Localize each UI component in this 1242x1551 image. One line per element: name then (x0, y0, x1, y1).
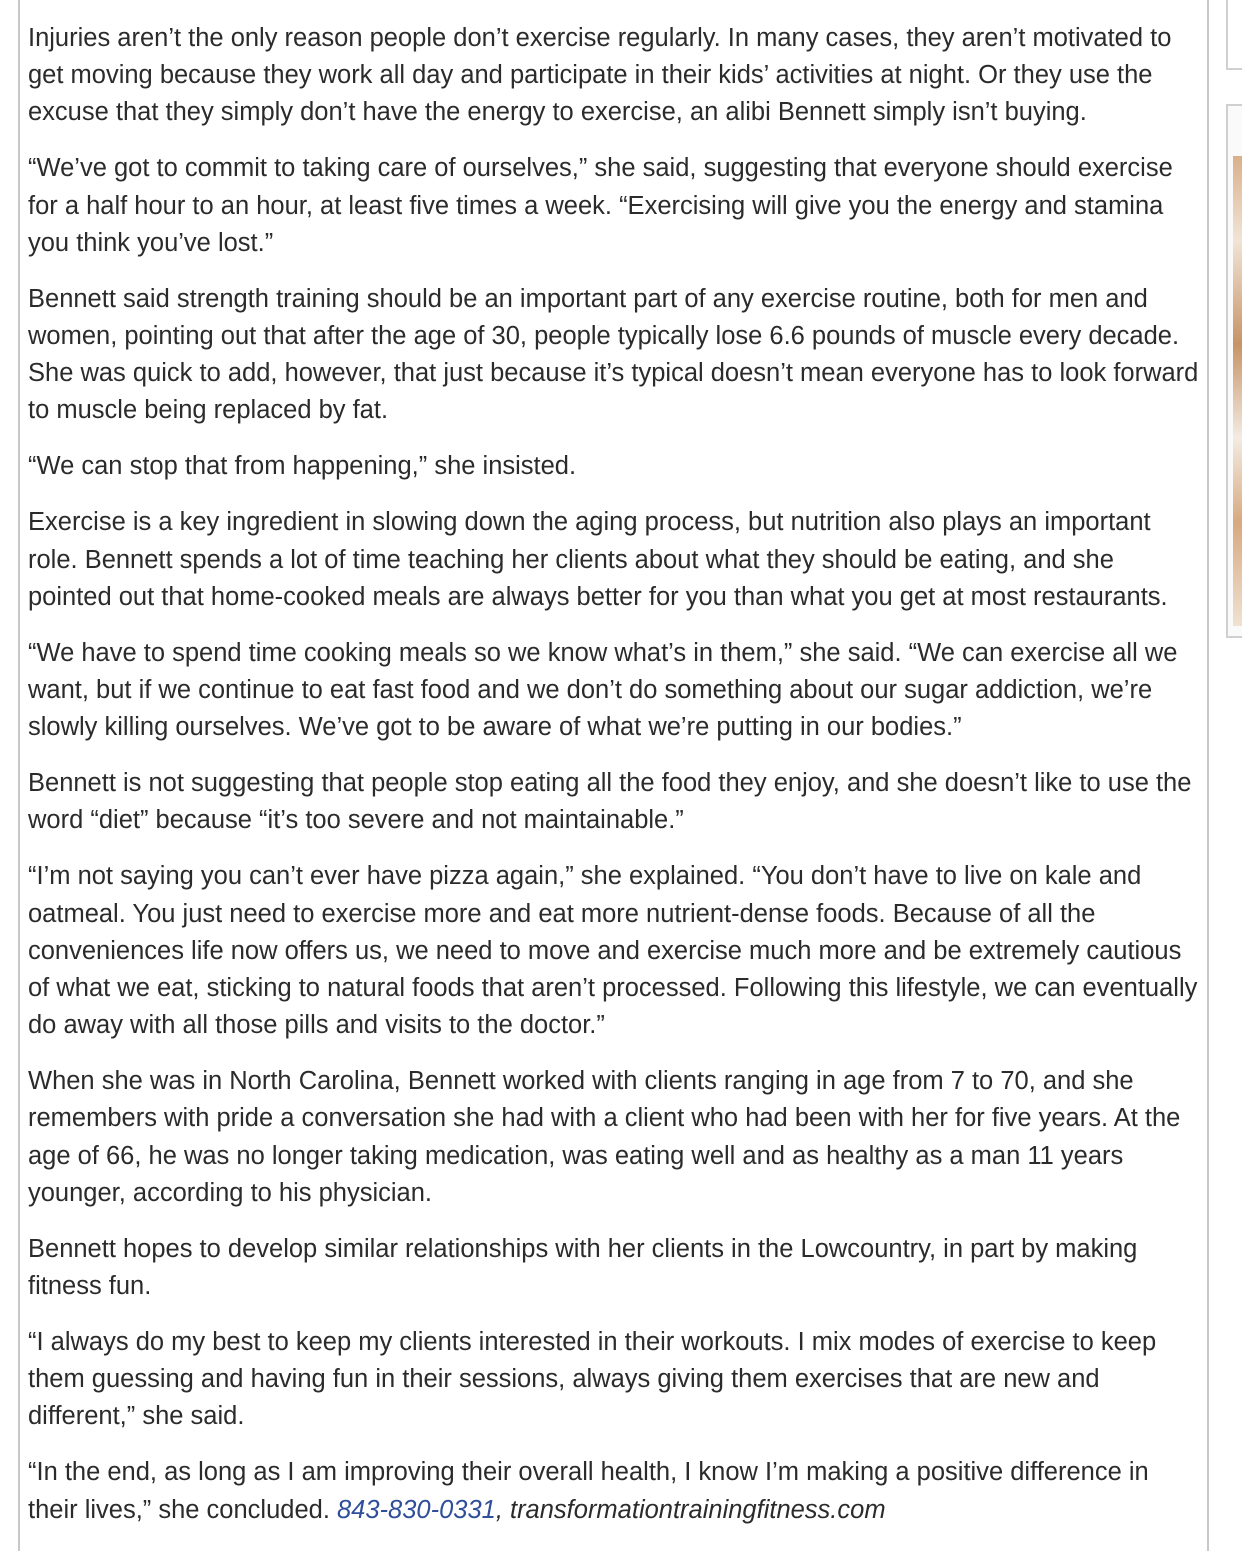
sidebar-ad-box[interactable] (1226, 104, 1242, 638)
article-paragraph: “We’ve got to commit to taking care of ourselves,” she said, suggesting that everyone should exercise for a half hour to an hour, at least five times a week. “Exercising will give you the energy and stamina you think you’ve lost.” (28, 154, 1173, 257)
website-link[interactable]: transformationtrainingfitness.com (509, 1495, 886, 1524)
closing-quote: “In the end, as long as I am improving their overall health, I know I’m making a positive difference in their lives,” she concluded. (28, 1458, 1149, 1524)
article-paragraph: Exercise is a key ingredient in slowing down the aging process, but nutrition also plays an important role. Bennett spends a lot of time teaching her clients about what they should be eating, and she pointed out that home-cooked meals are always better for you than what you get at most restaurants. (28, 508, 1168, 611)
article-paragraph: When she was in North Carolina, Bennett worked with clients ranging in age from 7 to 70, and she remembers with pride a conversation she had with a client who had been with her for five years. At the age of 66, he was no longer taking medication, was eating well and as healthy as a man 11 years younger, according to his physician. (28, 1067, 1181, 1207)
article-body (28, 20, 1200, 1548)
article-paragraph: Injuries aren’t the only reason people don’t exercise regularly. In many cases, they aren’t motivated to get moving because they work all day and participate in their kids’ activities at night. Or they use the excuse that they simply don’t have the energy to exercise, an alibi Bennett simply isn’t buying. (28, 24, 1172, 127)
article-paragraph: Bennett said strength training should be an important part of any exercise routine, both for men and women, pointing out that after the age of 30, people typically lose 6.6 pounds of muscle every decade. She was quick to add, however, that just because it’s typical doesn’t mean everyone has to look forward to muscle being replaced by fat. (28, 284, 1199, 425)
article-paragraph: “We have to spend time cooking meals so we know what’s in them,” she said. “We can exercise all we want, but if we continue to eat fast food and we don’t do something about our sugar addiction, we’re slowly killing ourselves. We’ve got to be aware of what we’re putting in our bodies.” (28, 638, 1178, 742)
article-paragraph: “I always do my best to keep my clients interested in their workouts. I mix modes of exercise to keep them guessing and having fun in their sessions, always giving them exercises that are new and different,” she said. (28, 1328, 1157, 1431)
phone-link[interactable]: 843-830-0331 (337, 1495, 496, 1524)
sidebar-widget-top (1226, 0, 1242, 70)
contact-separator: , (495, 1495, 510, 1524)
sidebar-ad-image[interactable] (1233, 156, 1242, 626)
closing-paragraph (28, 1454, 1200, 1528)
sidebar (1209, 0, 1242, 1551)
left-column-divider (18, 0, 20, 1551)
article-paragraph: “We can stop that from happening,” she insisted. (28, 452, 577, 481)
article-paragraph: “I’m not saying you can’t ever have pizza again,” she explained. “You don’t have to live on kale and oatmeal. You just need to exercise more and eat more nutrient-dense foods. Because of all the conveniences life now offers us, we need to move and exercise much more and be extremely cautious of what we eat, sticking to natural foods that aren’t processed. Following this lifestyle, we can eventually do away with all those pills and visits to the doctor.” (28, 862, 1198, 1040)
article-paragraph: Bennett hopes to develop similar relationships with her clients in the Lowcountry, in part by making fitness fun. (28, 1234, 1138, 1301)
article-paragraph: Bennett is not suggesting that people stop eating all the food they enjoy, and she doesn’t like to use the word “diet” because “it’s too severe and not maintainable.” (28, 769, 1192, 835)
